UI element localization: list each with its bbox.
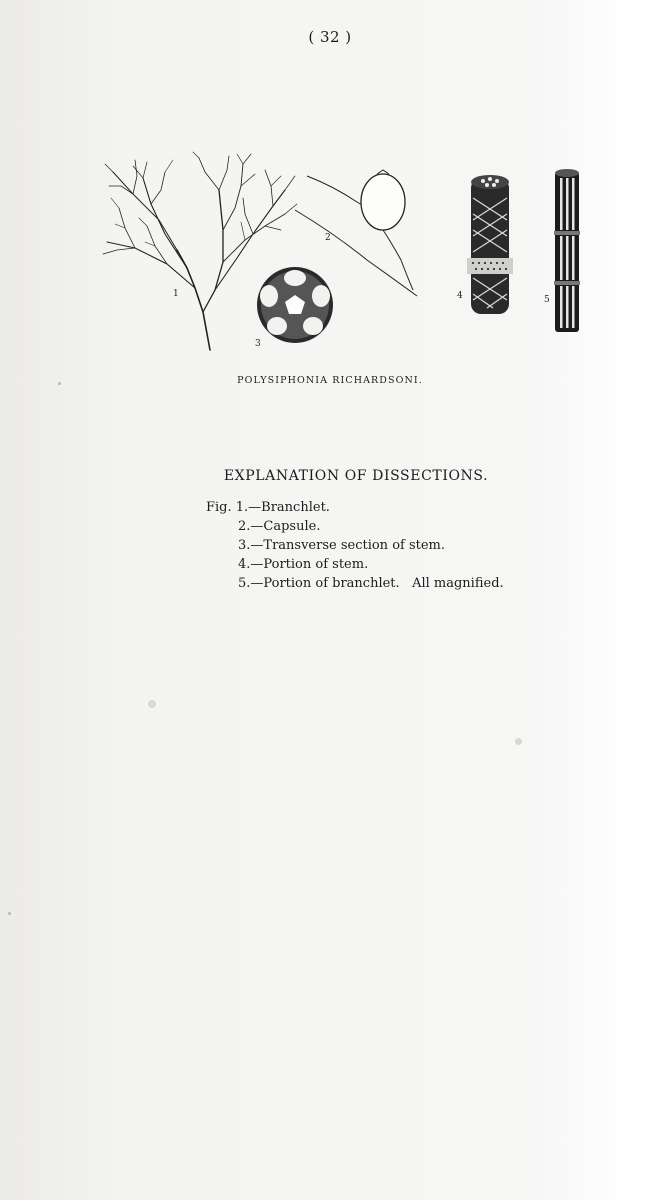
figure-3-number: 3 (255, 339, 261, 349)
paper-speck (58, 382, 61, 385)
legend-item-fig-5: 5.—Portion of branchlet. All magnified. (238, 576, 504, 591)
figure-4-number: 4 (457, 291, 463, 301)
figure-1-number: 1 (173, 289, 179, 299)
figure-5-branchlet-portion (554, 169, 580, 332)
legend-item-fig-2: 2.—Capsule. (238, 519, 321, 534)
plate-caption: POLYSIPHONIA RICHARDSONI. (237, 375, 423, 386)
dissection-drawings (95, 150, 595, 365)
paper-speck (8, 912, 11, 915)
paper-speck (515, 738, 522, 745)
figure-5-number: 5 (544, 295, 550, 305)
legend-item-fig-1: Fig. 1.—Branchlet. (206, 500, 330, 515)
page-number: ( 32 ) (308, 28, 352, 46)
explanation-heading: EXPLANATION OF DISSECTIONS. (223, 468, 489, 484)
illustration-plate (95, 150, 595, 365)
legend-item-fig-4: 4.—Portion of stem. (238, 557, 369, 572)
explanation-section (0, 468, 660, 484)
legend-item-fig-3: 3.—Transverse section of stem. (238, 538, 446, 553)
figure-2-number: 2 (325, 233, 331, 243)
figure-3-transverse-section (257, 267, 333, 343)
paper-speck (148, 700, 156, 708)
dissection-legend (206, 498, 504, 593)
figure-4-stem-portion (467, 175, 513, 314)
